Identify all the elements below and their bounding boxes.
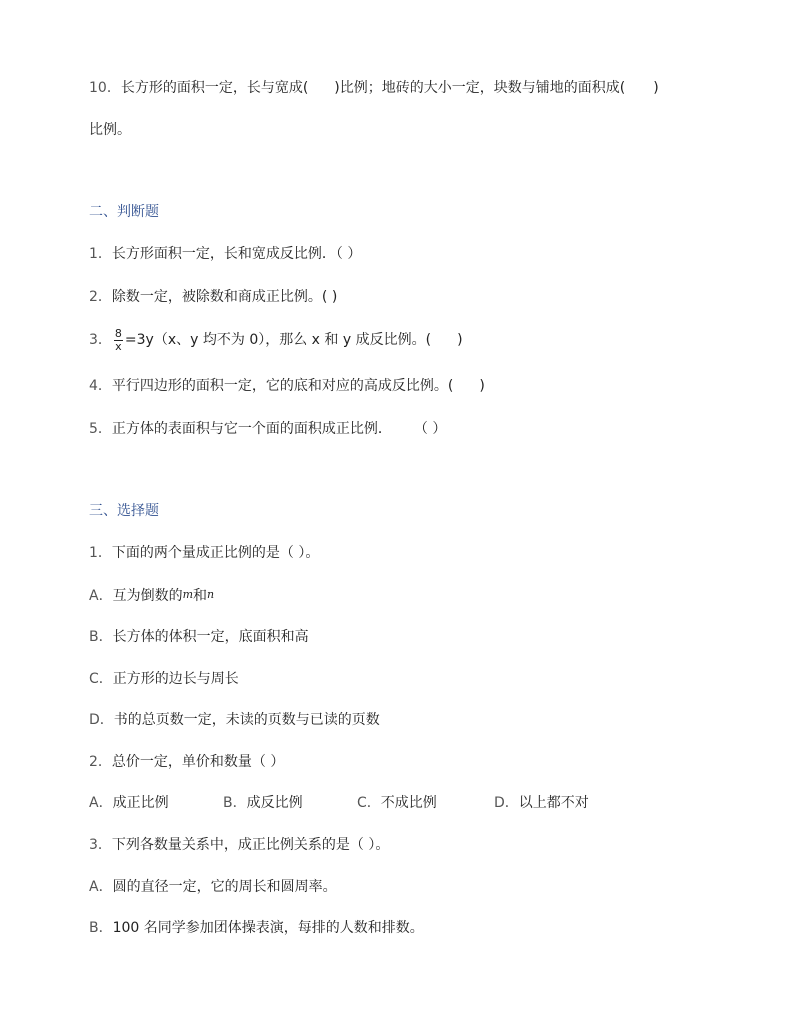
option-b — [223, 793, 303, 813]
question-text: )比例；地砖的大小一定，块数与铺地的面积成( — [334, 80, 626, 96]
question-10 — [89, 78, 659, 98]
judgement-item-2 — [89, 287, 337, 307]
question-text: ) — [479, 378, 485, 394]
option-text: 正方形的边长与周长 — [112, 671, 239, 687]
option-label: B． — [89, 920, 113, 936]
question-number: 5． — [89, 421, 112, 437]
question-number: 1． — [89, 545, 112, 561]
question-text: ) — [653, 80, 659, 96]
judgement-item-4 — [89, 376, 485, 396]
fraction-denominator: x — [115, 339, 122, 353]
option-text: 书的总页数一定，未读的页数与已读的页数 — [113, 712, 380, 728]
question-text: 平行四边形的面积一定，它的底和对应的高成反比例。( — [111, 378, 454, 394]
question-number: 3． — [89, 837, 112, 853]
variable-n: n — [207, 588, 215, 601]
option-label: C． — [89, 671, 113, 687]
option-a — [89, 877, 337, 897]
option-text: 成正比例 — [112, 795, 169, 811]
judgement-item-1 — [89, 244, 361, 264]
question-number: 4． — [89, 378, 112, 394]
option-label: A． — [89, 588, 113, 604]
option-a — [89, 793, 169, 813]
question-text: 下面的两个量成正比例的是（ ）。 — [111, 545, 320, 561]
option-label: D． — [494, 795, 519, 811]
choice-question-3 — [89, 835, 389, 855]
option-text: 100 名同学参加团体操表演，每排的人数和排数。 — [112, 920, 424, 936]
option-text: 和 — [193, 588, 208, 604]
option-b — [89, 918, 424, 938]
option-label: B． — [223, 795, 247, 811]
option-label: D． — [89, 712, 114, 728]
option-label: A． — [89, 879, 113, 895]
option-label: B． — [89, 629, 113, 645]
judgement-item-3 — [89, 325, 463, 355]
section-heading-judgement: 二、判断题 — [89, 204, 159, 220]
question-text: 长方形面积一定，长和宽成反比例．（ ） — [111, 246, 362, 262]
question-text: 下列各数量关系中，成正比例关系的是（ ）。 — [111, 837, 390, 853]
fraction — [114, 328, 123, 353]
question-text: 长方形的面积一定，长与宽成( — [120, 80, 309, 96]
question-number: 2． — [89, 754, 112, 770]
option-text: 互为倒数的 — [112, 588, 183, 604]
question-text: ) — [457, 332, 463, 348]
option-text: 成反比例 — [246, 795, 303, 811]
option-label: A． — [89, 795, 113, 811]
choice-question-1 — [89, 543, 319, 563]
question-text: （ ） — [413, 421, 447, 437]
option-d — [89, 710, 380, 730]
question-number: 1． — [89, 246, 112, 262]
option-label: C． — [357, 795, 381, 811]
question-number: 10． — [89, 80, 121, 96]
option-c — [357, 793, 437, 813]
option-text: 不成比例 — [380, 795, 437, 811]
option-c — [89, 669, 239, 689]
judgement-item-5 — [89, 419, 446, 439]
question-text: 正方体的表面积与它一个面的面积成正比例． — [111, 421, 392, 437]
option-d — [494, 793, 589, 813]
question-text: 总价一定，单价和数量（ ） — [111, 754, 285, 770]
variable-m: m — [182, 588, 194, 601]
option-text: 长方体的体积一定，底面积和高 — [112, 629, 309, 645]
option-a — [89, 585, 214, 606]
choice-question-2 — [89, 752, 284, 772]
option-text: 以上都不对 — [518, 795, 589, 811]
question-text: 除数一定，被除数和商成正比例。( ) — [111, 289, 338, 305]
question-10-continuation: 比例。 — [89, 122, 131, 138]
option-b — [89, 627, 309, 647]
option-text: 圆的直径一定，它的周长和圆周率。 — [112, 879, 337, 895]
question-number: 2． — [89, 289, 112, 305]
question-number: 3． — [89, 332, 112, 348]
section-heading-choice: 三、选择题 — [89, 503, 159, 519]
fraction-numerator: 8 — [114, 326, 122, 340]
question-text: =3y（x、y 均不为 0），那么 x 和 y 成反比例。( — [124, 332, 432, 348]
